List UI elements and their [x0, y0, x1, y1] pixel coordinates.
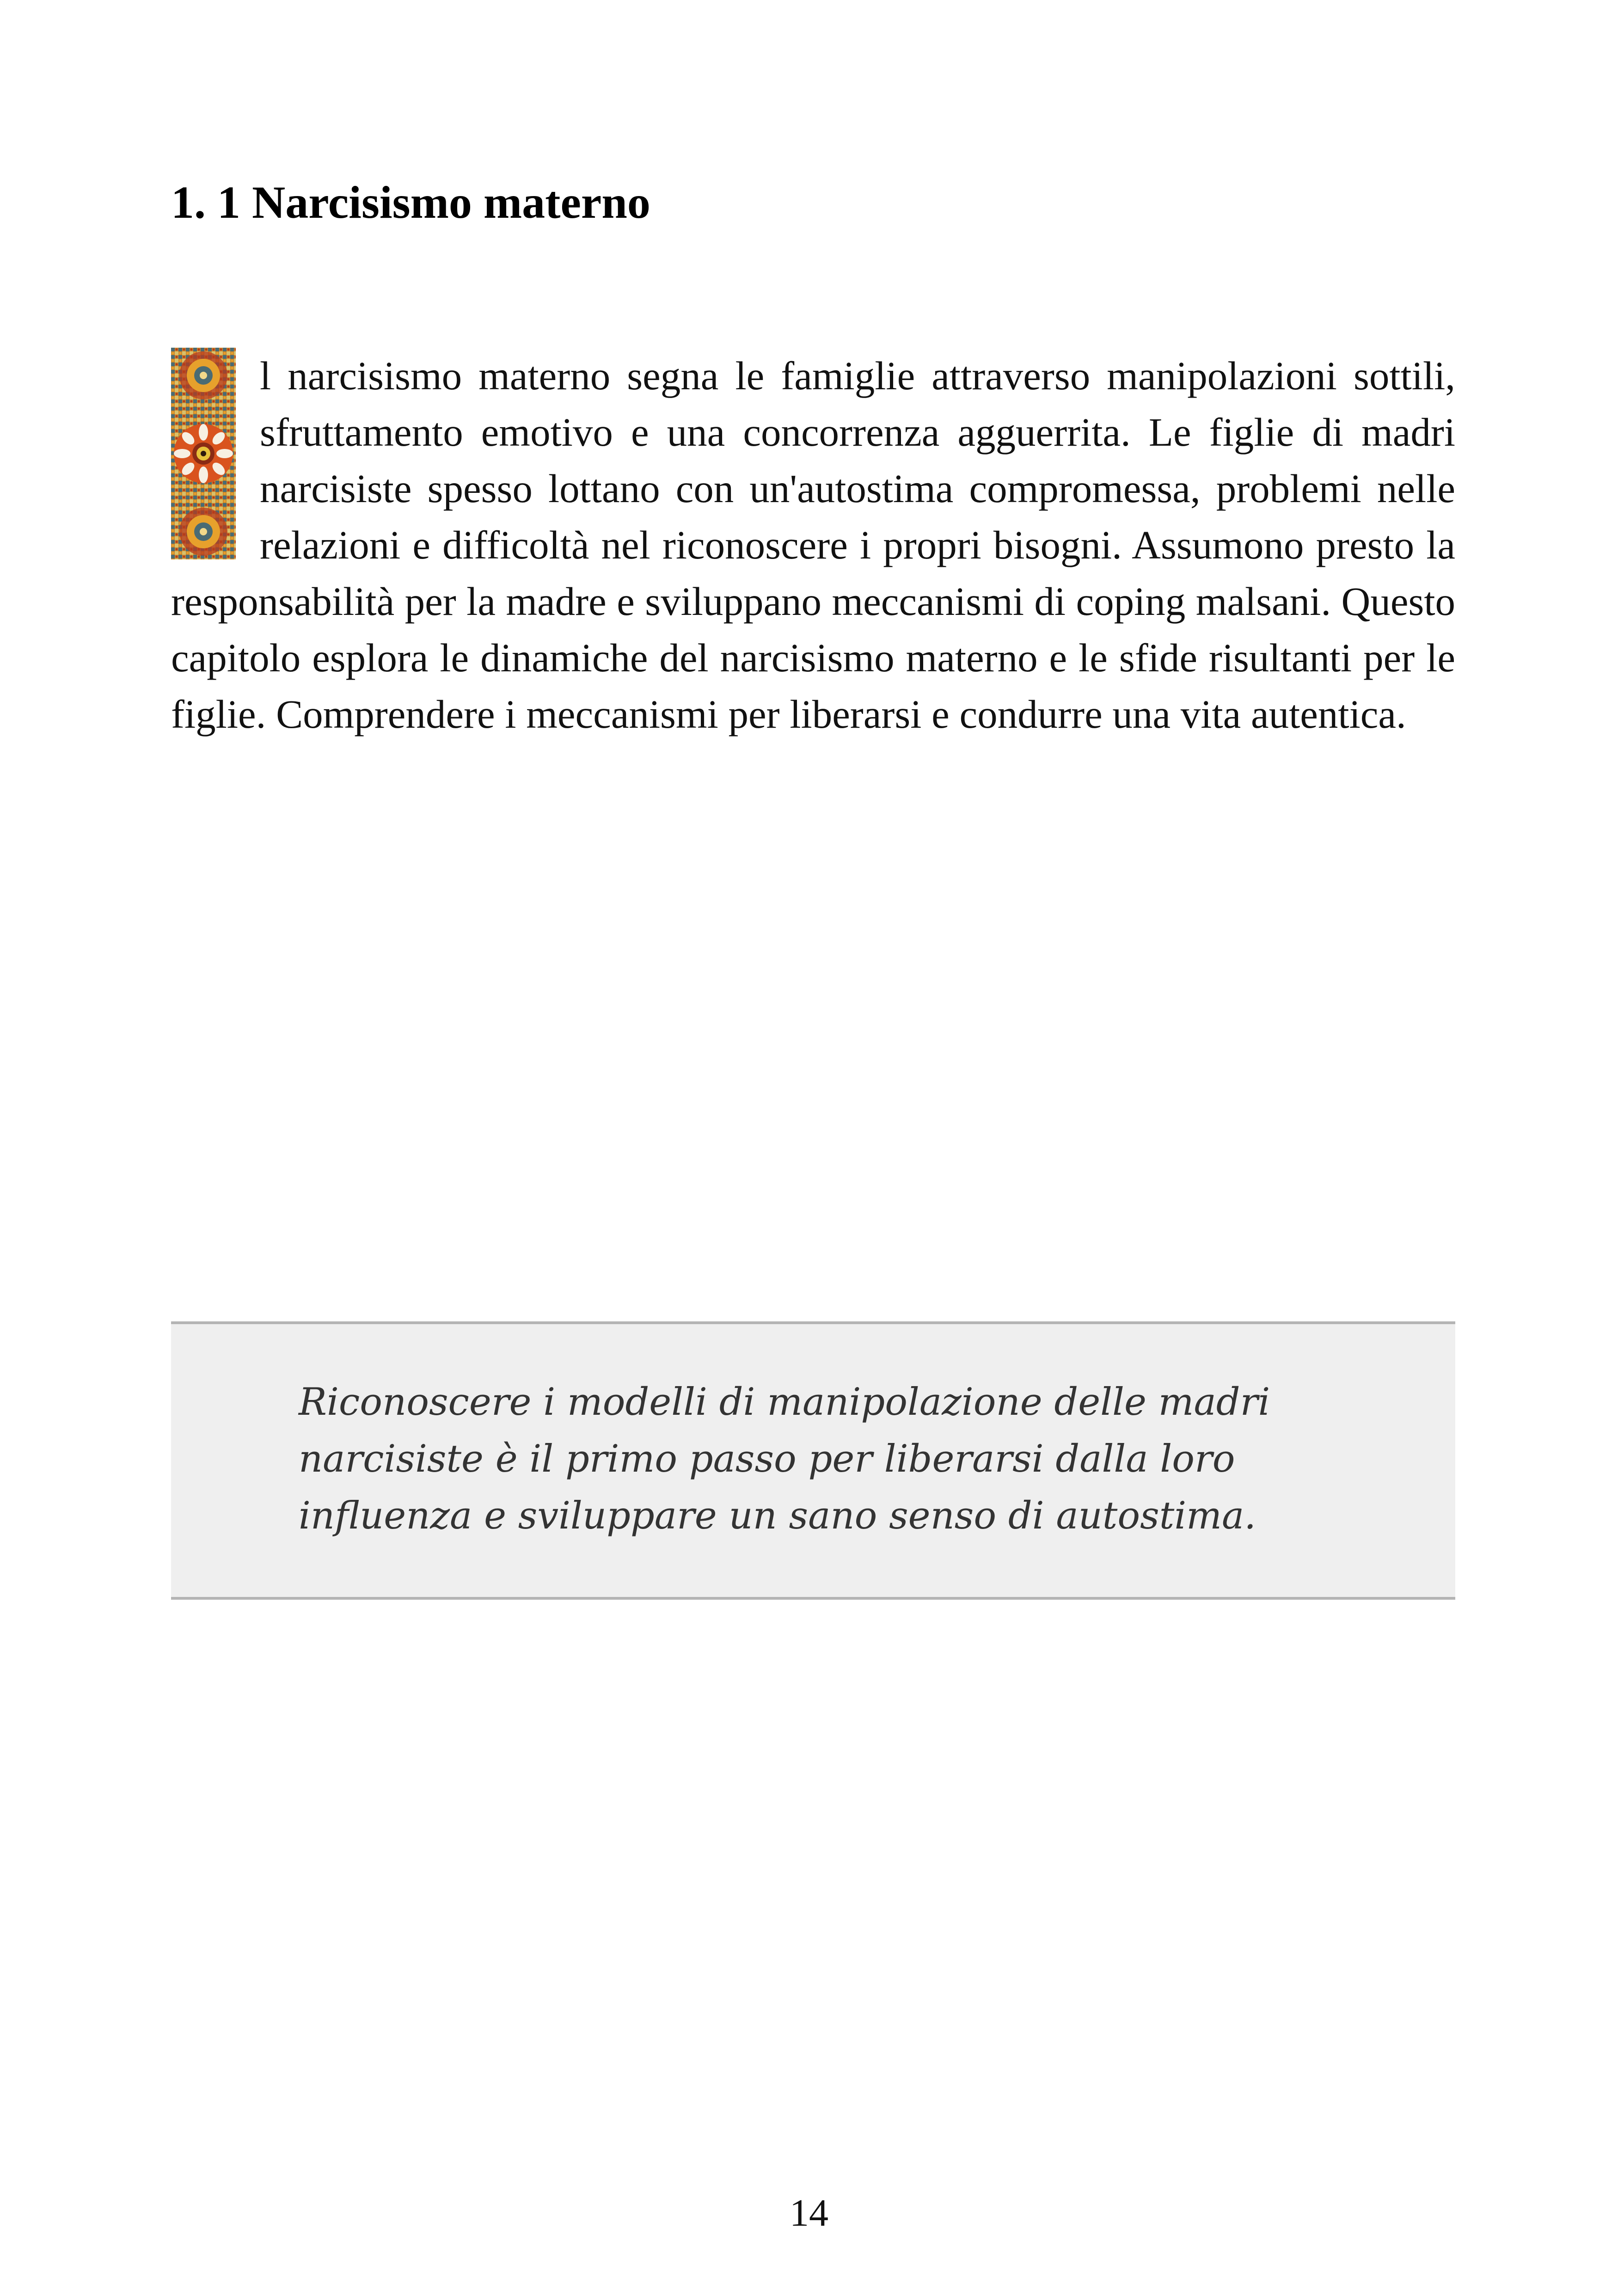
callout-box	[171, 1321, 1455, 1600]
page-number: 14	[790, 2192, 828, 2235]
callout-quote: Riconoscere i modelli di manipolazione delle madri narcisiste è il primo passo per liberarsi dalla loro influenza e sviluppare un sano senso di autostima.	[299, 1381, 1270, 1538]
section-heading: 1. 1 Narcisismo materno	[171, 177, 650, 228]
body-paragraph: l narcisismo materno segna le famiglie attraverso manipolazioni sottili, sfruttamento emotivo e una concorrenza agguerrita. Le figlie di madri narcisiste spesso lottano con un'autostima compromessa, problemi nelle relazioni e difficoltà nel riconoscere i propri bisogni. Assumono presto la responsabilità per la madre e sviluppano meccanismi di coping malsani. Questo capitolo esplora le dinamiche del narcisismo materno e le sfide risultanti per le figlie. Comprendere i meccanismi per liberarsi e condurre una vita autentica.	[171, 353, 1455, 737]
